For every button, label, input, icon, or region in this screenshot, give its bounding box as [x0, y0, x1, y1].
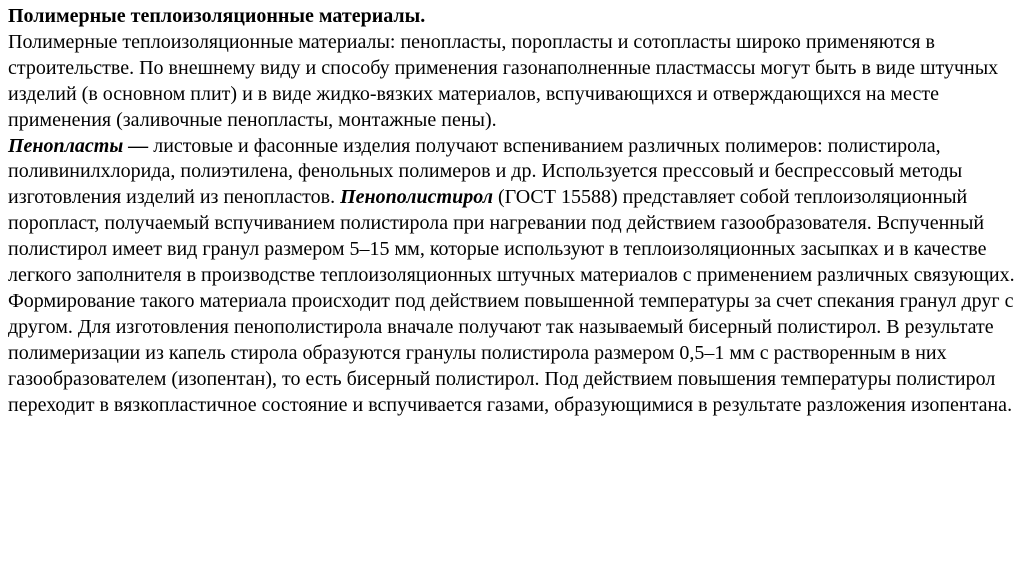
foam-plastics-text: листовые и фасонные изделия получают вспениванием различных полимеров: полистирола, поливинилхлорида, полиэтилена, фенольных полимеров и др. Используется прессовый и беспрессовый методы изготовления изделий из пенопластов.: [8, 134, 963, 209]
document-title: Полимерные теплоизоляционные материалы.: [8, 5, 426, 27]
intro-paragraph: Полимерные теплоизоляционные материалы: пенопласты, поропласты и сотопласты широко применяются в строительстве. По внешнему виду и способу применения газонаполненные пластмассы могут быть в виде штучных изделий (в основном плит) и в виде жидко-вязких материалов, вспучивающихся и отверждающихся на месте применения (заливочные пенопласты, монтажные пены).: [8, 30, 999, 131]
foam-plastics-paragraph: [8, 134, 1018, 419]
polystyrene-text: (ГОСТ 15588) представляет собой теплоизоляционный поропласт, получаемый вспучиванием полистирола при нагревании под действием газообразователя. Вспученный полистирол имеет вид гранул размером 5–15 мм, которые используют в теплоизоляционных засыпках и в качестве легкого заполнителя в производстве теплоизоляционных штучных материалов с применением различных связующих. Формирование такого материала происходит под действием повышенной температуры за счет спекания гранул друг с другом. Для изготовления пенополистирола вначале получают так называемый бисерный полистирол. В результате полимеризации из капель стирола образуются гранулы полистирола размером 0,5–1 мм с растворенным в них газообразователем (изопентан), то есть бисерный полистирол. Под действием повышения температуры полистирол переходит в вязкопластичное состояние и вспучивается газами, образующимися в результате разложения изопентана.: [8, 186, 1015, 416]
term-penopolistirol: Пенополистирол: [340, 186, 493, 209]
term-penoplasty: Пенопласты —: [8, 134, 149, 157]
